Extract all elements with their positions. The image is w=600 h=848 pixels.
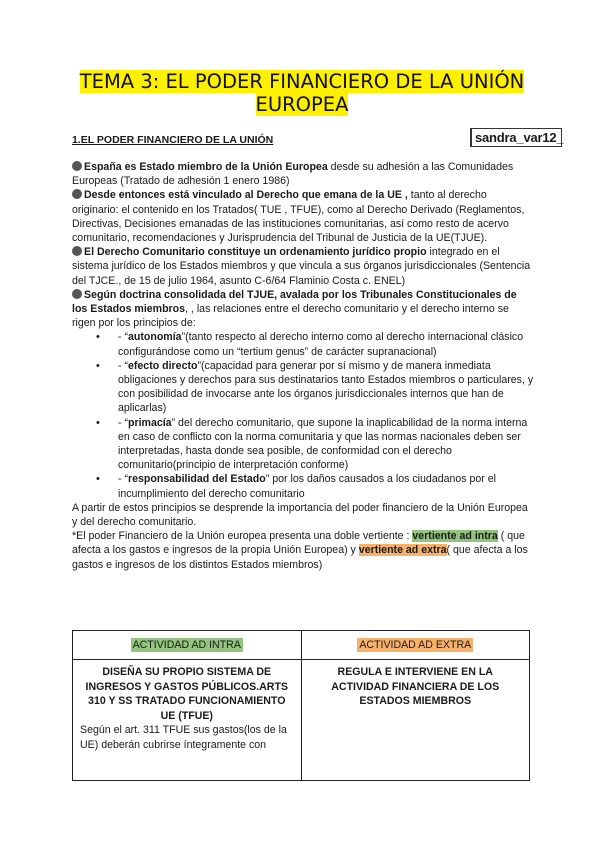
paragraph-text: , , las relaciones entre el derecho comunitario y el derecho interno se rigen por los principios de: [72,303,509,330]
section-heading: 1.EL PODER FINANCIERO DE LA UNIÓN [72,134,274,146]
header-extra-label: ACTIVIDAD AD EXTRA [359,639,472,651]
vertientes-paragraph [72,529,534,572]
paragraph [72,288,534,331]
paragraph: A partir de estos principios se desprende la importancia del poder financiero de la Unión Europea y del derecho comunitario. [72,501,528,529]
intra-highlight: vertiente ad intra [412,530,498,543]
bullet-dot-icon [72,289,82,299]
cell-extra [301,660,530,781]
list-item-text: ” por los daños causados a los ciudadanos por el incumplimiento del derecho comunitario [118,473,497,500]
vertientes-end: ( que afecta a los gastos e ingresos de los distintos Estados miembros) [72,544,528,571]
table-row [73,660,530,781]
page-title-text: TEMA 3: EL PODER FINANCIERO DE LA UNIÓN EUROPEA [79,70,525,116]
list-item [102,416,534,473]
principle-term: primacía [128,416,172,429]
cell-intra [73,660,302,781]
principles-list [72,330,534,500]
list-item [102,330,534,358]
list-item-prefix: - “ [118,416,128,429]
header-intra-label: ACTIVIDAD AD INTRA [132,639,241,651]
activities-table [72,630,530,781]
paragraph-text: desde su adhesión a las Comunidades Europeas (Tratado de adhesión 1 enero 1986) [72,161,514,188]
list-item [102,472,534,500]
header-cell-intra [73,631,302,660]
intra-body: Según el art. 311 TFUE sus gastos(los de la UE) deberán cubrirse íntegramente con [80,724,287,751]
header-cell-extra [301,631,530,660]
list-item-text: ”(tanto respecto al derecho interno como al derecho internacional clásico configurándose como un “tertium genus” de carácter supranacional) [118,331,524,358]
list-item-prefix: - “ [118,359,128,372]
intra-title: DISEÑA SU PROPIO SISTEMA DE INGRESOS Y GASTOS PÚBLICOS.ARTS 310 Y SS TRATADO FUNCIONAMIENTO UE (TFUE) [85,666,288,722]
bullet-dot-icon [72,189,82,199]
extra-title: REGULA E INTERVIENE EN LA ACTIVIDAD FINANCIERA DE LOS ESTADOS MIEMBROS [331,666,500,707]
paragraph [72,188,534,245]
paragraph-bold: España es Estado miembro de la Unión Europea [84,161,328,173]
principle-term: autonomía [128,331,182,344]
paragraph [72,160,534,188]
paragraph-text: integrado en el sistema jurídico de los Estados miembros y que vincula a sus órganos jurisdiccionales (Sentencia del TJCE., de 15 de julio 1964, asunto C-6/64 Flaminio Costa c. ENEL) [72,246,531,287]
list-item-prefix: - “ [118,331,128,344]
paragraph-bold: Desde entonces está vinculado al Derecho que emana de la UE , [84,189,408,202]
paragraph-bold: Según doctrina consolidada del TJUE, avalada por los Tribunales Constitucionales de los Estados miembros [72,288,517,316]
user-tag: sandra_var12_ [470,128,562,147]
bullet-dot-icon [72,161,82,171]
list-item [102,359,534,416]
vertientes-middle: ( que afecta a los gastos e ingresos de la propia Unión Europea) y [72,530,525,557]
list-item-text: ”(capacidad para generar por sí mismo y de manera inmediata obligaciones y derechos para sus destinatarios tanto Estados miembros o particulares, y con posibilidad de invocarse ante los órganos jurisdiccionales internos que han de aplicarlas) [118,359,534,415]
table-header-row [73,631,530,660]
paragraph-text: tanto al derecho originario: el contenido en los Tratados( TUE , TFUE), como al Derecho Derivado (Reglamentos, Directivas, Decisiones emanadas de las instituciones comunitarias, así como resto de acervo comunitario, recomendaciones y Jurisprudencia del Tribunal de Justicia de la UE(TJUE). [72,189,525,245]
list-item-text: ” del derecho comunitario, que supone la inaplicabilidad de la norma interna en caso de conflicto con la norma comunitaria y que las normas nacionales deben ser interpretadas, hasta donde sea posible, de conformidad con el derecho comunitario(principio de interpretación conforme) [118,416,528,472]
list-item-prefix: - “ [118,473,128,486]
bullet-dot-icon [72,246,82,256]
principle-term: responsabilidad del Estado [128,473,266,486]
document-body [72,160,534,572]
paragraph [72,245,534,288]
page-title [72,70,532,116]
principle-term: efecto directo [128,359,198,372]
extra-highlight: vertiente ad extra [358,544,447,557]
vertientes-intro: *El poder Financiero de la Unión europea presenta una doble vertiente : [72,530,413,543]
paragraph-bold: El Derecho Comunitario constituye un ordenamiento jurídico propio [84,246,427,259]
